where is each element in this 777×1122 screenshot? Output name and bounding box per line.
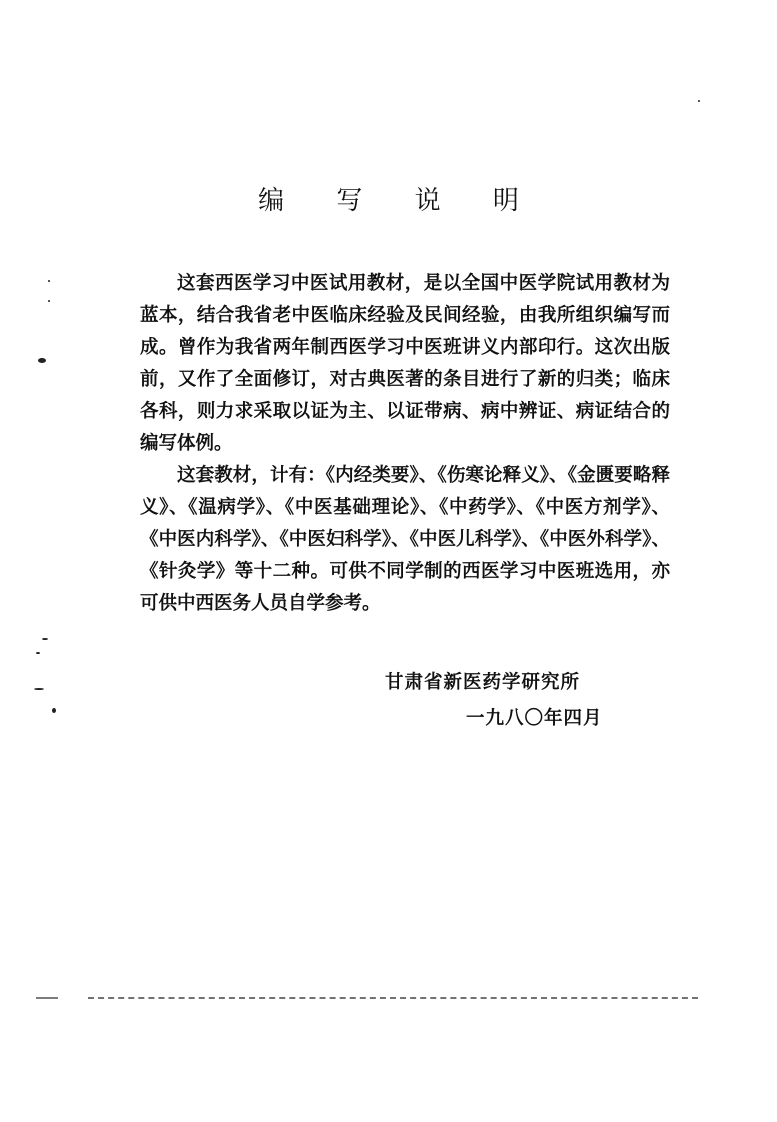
scan-speck xyxy=(42,638,48,640)
scan-speck xyxy=(52,708,56,713)
scan-speck xyxy=(698,100,700,102)
footer-rule-short xyxy=(36,997,58,999)
signature-date: 一九八〇年四月 xyxy=(466,708,603,729)
signature-organization: 甘肃省新医药学研究所 xyxy=(385,672,581,693)
scan-speck xyxy=(36,652,40,654)
footer-rule xyxy=(88,997,698,999)
paragraph: 这套西医学习中医试用教材，是以全国中医学院试用教材为蓝本，结合我省老中医临床经验及民间经验，由我所组织编写而成。曾作为我省两年制西医学习中医班讲义内部印行。这次出版前，又作了全面修订，对古典医著的条目进行了新的归类；临床各科，则力求采取以证为主、以证带病、病中辨证、病证结合的编写体例。 xyxy=(140,273,670,454)
scan-speck xyxy=(38,358,46,363)
paragraph: 这套教材，计有：《内经类要》、《伤寒论释义》、《金匮要略释义》、《温病学》、《中医基础理论》、《中药学》、《中医方剂学》、《中医内科学》、《中医妇科学》、《中医儿科学》、《中医外科学》、《针灸学》等十二种。可供不同学制的西医学习中医班选用，亦可供中西医务人员自学参考。 xyxy=(140,465,670,614)
scan-speck xyxy=(48,280,50,282)
page-title: 编 写 说 明 xyxy=(258,186,541,216)
document-body xyxy=(140,268,670,620)
scan-speck xyxy=(48,300,50,302)
scan-speck xyxy=(34,688,44,690)
